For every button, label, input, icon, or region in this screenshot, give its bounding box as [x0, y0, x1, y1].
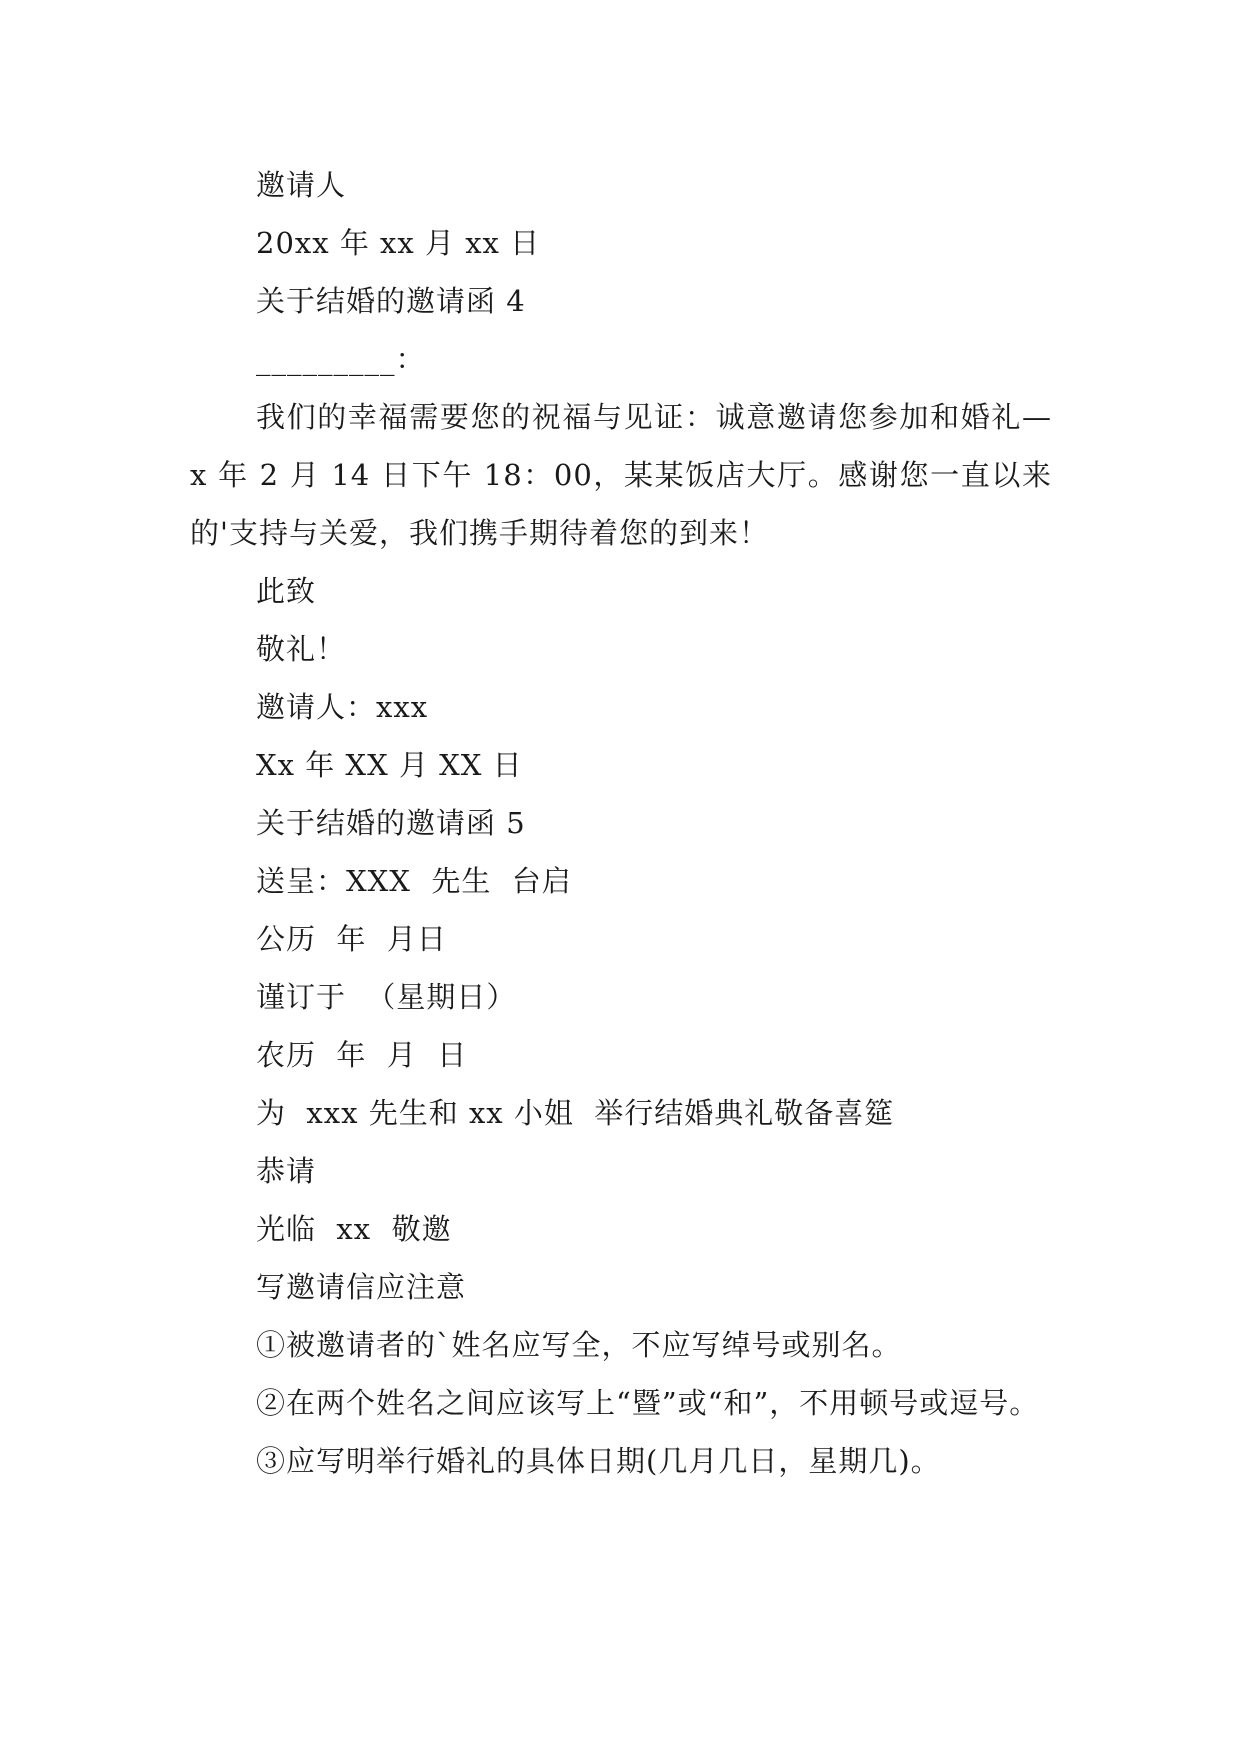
note-item-2: ②在两个姓名之间应该写上“暨”或“和”，不用顿号或逗号。	[256, 1386, 1040, 1420]
section-heading-4: 关于结婚的邀请函 4	[256, 284, 526, 318]
note-item-1: ①被邀请者的`姓名应写全，不应写绰号或别名。	[256, 1328, 902, 1362]
ceremony-line: 为 xxx 先生和 xx 小姐 举行结婚典礼敬备喜筵	[256, 1096, 895, 1130]
section-heading-5: 关于结婚的邀请函 5	[256, 806, 526, 840]
inviter-label: 邀请人	[256, 168, 347, 202]
respectfully-invite: 恭请	[256, 1154, 317, 1188]
gregorian-date-line: 公历 年 月日	[256, 922, 447, 956]
attendance-line: 光临 xx 敬邀	[256, 1212, 452, 1246]
note-item-3: ③应写明举行婚礼的具体日期(几月几日，星期几)。	[256, 1444, 941, 1478]
lunar-date-line: 农历 年 月 日	[256, 1038, 468, 1072]
closing-jingli: 敬礼！	[256, 632, 347, 666]
closing-cizhi: 此致	[256, 574, 317, 608]
invitation-body: 我们的幸福需要您的祝福与见证：诚意邀请您参加和婚礼—x 年 2 月 14 日下午 18：00，某某饭店大厅。感谢您一直以来的'支持与关爱，我们携手期待着您的到来！	[190, 400, 1052, 550]
inviter-signature: 邀请人：xxx	[256, 690, 429, 724]
document-body	[190, 156, 1052, 1490]
salutation-blank: _________：	[256, 342, 426, 376]
recipient-line: 送呈：XXX 先生 台启	[256, 864, 572, 898]
scheduled-line: 谨订于 （星期日）	[256, 980, 517, 1014]
signature-date: Xx 年 XX 月 XX 日	[256, 748, 523, 782]
date-line: 20xx 年 xx 月 xx 日	[256, 226, 541, 260]
notes-heading: 写邀请信应注意	[256, 1270, 467, 1304]
